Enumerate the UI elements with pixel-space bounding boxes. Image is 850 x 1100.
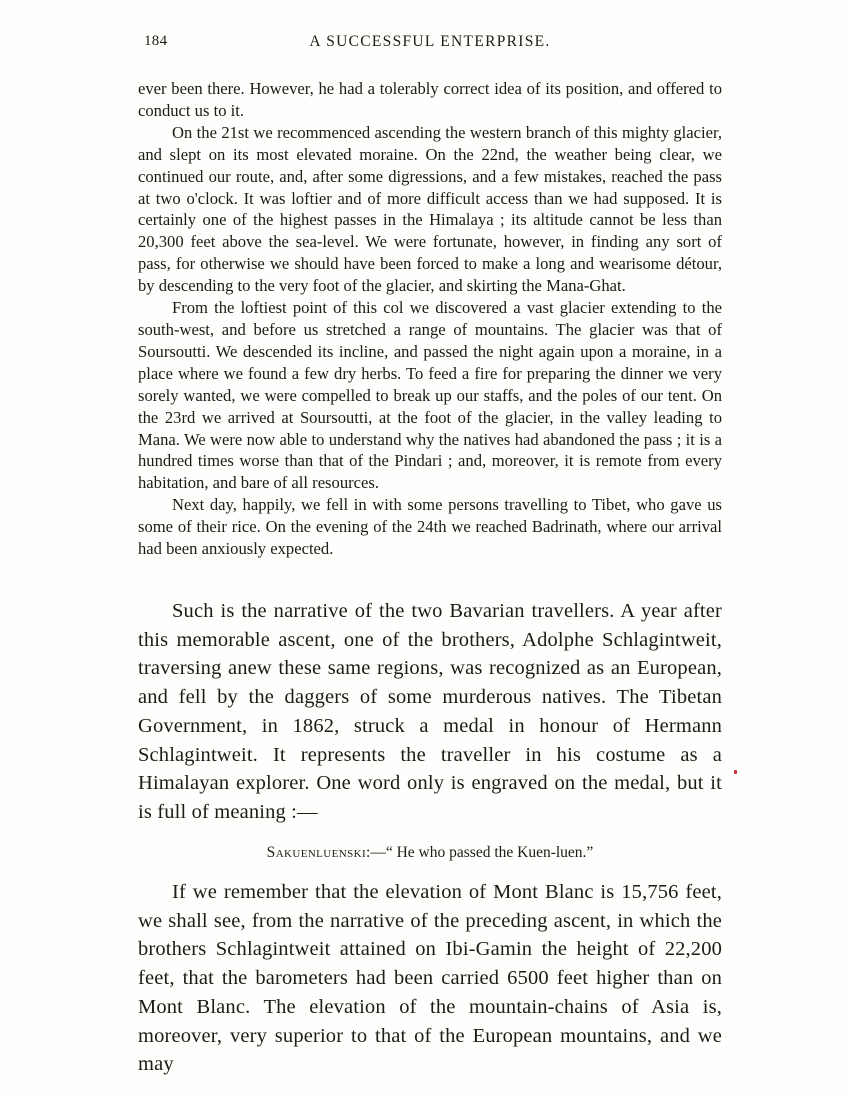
body-paragraph: Such is the narrative of the two Bavarian travellers. A year after this memorable ascent, one of the brothers, Adolphe Schlagintweit, traversing anew these same regions, was recognized as an European, and fell by the daggers of some murderous natives. The Tibetan Government, in 1862, struck a medal in honour of Hermann Schlagintweit. It represents the traveller in his costume as a Himalayan explorer. One word only is engraved on the medal, but it is full of meaning :— (138, 600, 722, 823)
body-paragraph: If we remember that the elevation of Mont Blanc is 15,756 feet, we shall see, from the narrative of the preceding ascent, in which the brothers Schlagintweit attained on Ibi-Gamin the height of 22,200 feet, that the barometers had been carried 6500 feet higher than on Mont Blanc. The elevation of the mountain-chains of Asia is, moreover, very superior to that of the European mountains, and we may (138, 881, 722, 1076)
inscription-word: Sakuenluenski (266, 844, 367, 861)
running-title: A SUCCESSFUL ENTERPRISE. (309, 33, 551, 50)
body-text (138, 597, 722, 827)
running-head (138, 33, 722, 57)
quoted-paragraph: On the 21st we recommenced ascending the western branch of this mighty glacier, and slept on its most elevated moraine. On the 22nd, the weather being clear, we continued our route, and, after some digressions, and a few mistakes, reached the pass at two o'clock. It was loftier and of more difficult access than we had supposed. It is certainly one of the highest passes in the Himalaya ; its altitude cannot be less than 20,300 feet above the sea-level. We were fortunate, however, in finding any sort of pass, for otherwise we should have been forced to make a long and wearisome détour, by descending to the very foot of the glacier, and skirting the Mana-Ghat. (138, 122, 722, 296)
page-number: 184 (144, 33, 168, 49)
medal-inscription (138, 844, 722, 862)
body-text-continued (138, 878, 722, 1079)
ink-speck (734, 770, 737, 774)
quoted-paragraph: ever been there. However, he had a tolerably correct idea of its position, and offered to conduct us to it. (138, 79, 722, 120)
inscription-translation: :—“ He who passed the Kuen-luen.” (366, 844, 594, 861)
quoted-paragraph: Next day, happily, we fell in with some persons travelling to Tibet, who gave us some of their rice. On the evening of the 24th we reached Badrinath, where our arrival had been anxiously expected. (138, 495, 722, 559)
quoted-paragraph: From the loftiest point of this col we discovered a vast glacier extending to the south-west, and before us stretched a range of mountains. The glacier was that of Soursoutti. We descended its incline, and passed the night again upon a moraine, in a place where we found a few dry herbs. To feed a fire for preparing the dinner we very sorely wanted, we were compelled to break up our staffs, and the poles of our tent. On the 23rd we arrived at Soursoutti, at the foot of the glacier, in the valley leading to Mana. We were now able to understand why the natives had abandoned the pass ; it is a hundred times worse than that of the Pindari ; and, moreover, it is remote from every habitation, and bare of all resources. (138, 298, 722, 493)
quoted-narrative (138, 78, 722, 560)
